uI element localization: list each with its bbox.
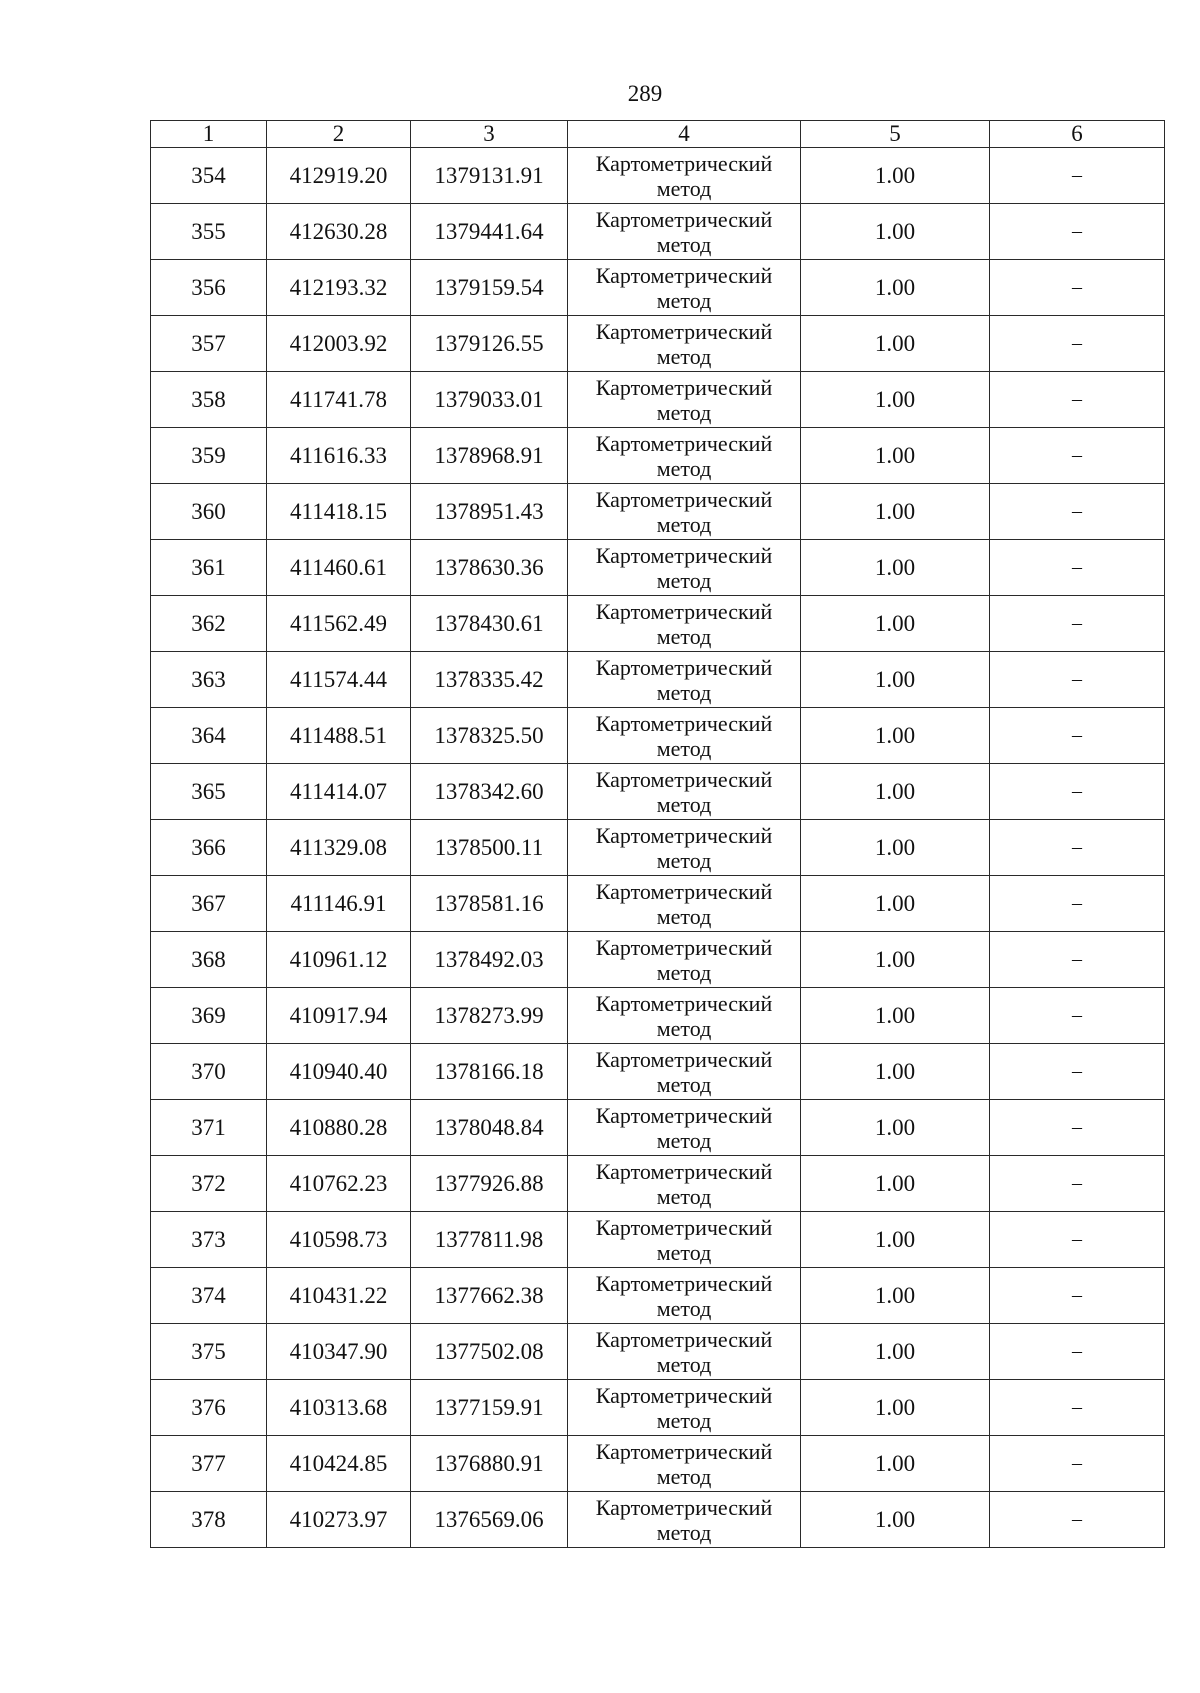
point-number-cell: 378 [151, 1492, 267, 1548]
point-number-cell: 361 [151, 540, 267, 596]
table-row [151, 540, 1165, 596]
method-cell: Картометрический метод [568, 1156, 801, 1212]
y-coordinate-cell: 1379441.64 [411, 204, 568, 260]
table-row [151, 708, 1165, 764]
y-coordinate-cell: 1378581.16 [411, 876, 568, 932]
point-number-cell: 359 [151, 428, 267, 484]
method-cell: Картометрический метод [568, 540, 801, 596]
method-cell: Картометрический метод [568, 484, 801, 540]
table-row [151, 1380, 1165, 1436]
x-coordinate-cell: 410347.90 [267, 1324, 411, 1380]
x-coordinate-cell: 411414.07 [267, 764, 411, 820]
accuracy-cell: 1.00 [801, 316, 990, 372]
point-number-cell: 371 [151, 1100, 267, 1156]
table-row [151, 1268, 1165, 1324]
column-header-5: 5 [801, 121, 990, 148]
table-row [151, 260, 1165, 316]
accuracy-cell: 1.00 [801, 1100, 990, 1156]
point-number-cell: 363 [151, 652, 267, 708]
table-row [151, 372, 1165, 428]
note-cell: – [990, 932, 1165, 988]
x-coordinate-cell: 410917.94 [267, 988, 411, 1044]
y-coordinate-cell: 1378968.91 [411, 428, 568, 484]
method-cell: Картометрический метод [568, 1100, 801, 1156]
accuracy-cell: 1.00 [801, 1324, 990, 1380]
point-number-cell: 357 [151, 316, 267, 372]
table-row [151, 988, 1165, 1044]
point-number-cell: 354 [151, 148, 267, 204]
table-row [151, 1324, 1165, 1380]
point-number-cell: 355 [151, 204, 267, 260]
method-cell: Картометрический метод [568, 1436, 801, 1492]
x-coordinate-cell: 410431.22 [267, 1268, 411, 1324]
method-cell: Картометрический метод [568, 1268, 801, 1324]
note-cell: – [990, 372, 1165, 428]
table-row [151, 148, 1165, 204]
note-cell: – [990, 148, 1165, 204]
method-cell: Картометрический метод [568, 1212, 801, 1268]
accuracy-cell: 1.00 [801, 1156, 990, 1212]
x-coordinate-cell: 411574.44 [267, 652, 411, 708]
x-coordinate-cell: 410961.12 [267, 932, 411, 988]
method-cell: Картометрический метод [568, 316, 801, 372]
table-row [151, 204, 1165, 260]
table-row [151, 1436, 1165, 1492]
point-number-cell: 377 [151, 1436, 267, 1492]
point-number-cell: 360 [151, 484, 267, 540]
point-number-cell: 373 [151, 1212, 267, 1268]
y-coordinate-cell: 1379033.01 [411, 372, 568, 428]
accuracy-cell: 1.00 [801, 876, 990, 932]
y-coordinate-cell: 1378492.03 [411, 932, 568, 988]
point-number-cell: 372 [151, 1156, 267, 1212]
x-coordinate-cell: 410880.28 [267, 1100, 411, 1156]
point-number-cell: 370 [151, 1044, 267, 1100]
x-coordinate-cell: 410762.23 [267, 1156, 411, 1212]
x-coordinate-cell: 411418.15 [267, 484, 411, 540]
x-coordinate-cell: 410313.68 [267, 1380, 411, 1436]
method-cell: Картометрический метод [568, 148, 801, 204]
method-cell: Картометрический метод [568, 708, 801, 764]
table-row [151, 652, 1165, 708]
note-cell: – [990, 204, 1165, 260]
method-cell: Картометрический метод [568, 372, 801, 428]
accuracy-cell: 1.00 [801, 1380, 990, 1436]
method-cell: Картометрический метод [568, 428, 801, 484]
y-coordinate-cell: 1378166.18 [411, 1044, 568, 1100]
accuracy-cell: 1.00 [801, 764, 990, 820]
accuracy-cell: 1.00 [801, 1268, 990, 1324]
table-row [151, 596, 1165, 652]
accuracy-cell: 1.00 [801, 820, 990, 876]
note-cell: – [990, 764, 1165, 820]
method-cell: Картометрический метод [568, 596, 801, 652]
y-coordinate-cell: 1378430.61 [411, 596, 568, 652]
point-number-cell: 367 [151, 876, 267, 932]
y-coordinate-cell: 1378273.99 [411, 988, 568, 1044]
method-cell: Картометрический метод [568, 764, 801, 820]
x-coordinate-cell: 410273.97 [267, 1492, 411, 1548]
point-number-cell: 365 [151, 764, 267, 820]
note-cell: – [990, 1100, 1165, 1156]
method-cell: Картометрический метод [568, 932, 801, 988]
point-number-cell: 368 [151, 932, 267, 988]
y-coordinate-cell: 1376880.91 [411, 1436, 568, 1492]
accuracy-cell: 1.00 [801, 484, 990, 540]
note-cell: – [990, 1268, 1165, 1324]
y-coordinate-cell: 1378630.36 [411, 540, 568, 596]
x-coordinate-cell: 411146.91 [267, 876, 411, 932]
table-row [151, 764, 1165, 820]
x-coordinate-cell: 410598.73 [267, 1212, 411, 1268]
table-row [151, 1044, 1165, 1100]
y-coordinate-cell: 1378325.50 [411, 708, 568, 764]
table-row [151, 820, 1165, 876]
table-row [151, 1100, 1165, 1156]
method-cell: Картометрический метод [568, 1492, 801, 1548]
method-cell: Картометрический метод [568, 820, 801, 876]
x-coordinate-cell: 411616.33 [267, 428, 411, 484]
note-cell: – [990, 428, 1165, 484]
table-header-row [151, 121, 1165, 148]
column-header-1: 1 [151, 121, 267, 148]
accuracy-cell: 1.00 [801, 652, 990, 708]
point-number-cell: 369 [151, 988, 267, 1044]
column-header-6: 6 [990, 121, 1165, 148]
accuracy-cell: 1.00 [801, 148, 990, 204]
accuracy-cell: 1.00 [801, 204, 990, 260]
method-cell: Картометрический метод [568, 1324, 801, 1380]
column-header-3: 3 [411, 121, 568, 148]
accuracy-cell: 1.00 [801, 1436, 990, 1492]
y-coordinate-cell: 1379131.91 [411, 148, 568, 204]
point-number-cell: 376 [151, 1380, 267, 1436]
point-number-cell: 356 [151, 260, 267, 316]
point-number-cell: 366 [151, 820, 267, 876]
accuracy-cell: 1.00 [801, 708, 990, 764]
x-coordinate-cell: 411488.51 [267, 708, 411, 764]
accuracy-cell: 1.00 [801, 596, 990, 652]
coordinates-table [150, 120, 1165, 1548]
note-cell: – [990, 708, 1165, 764]
point-number-cell: 375 [151, 1324, 267, 1380]
note-cell: – [990, 1156, 1165, 1212]
accuracy-cell: 1.00 [801, 932, 990, 988]
table-row [151, 316, 1165, 372]
y-coordinate-cell: 1378048.84 [411, 1100, 568, 1156]
accuracy-cell: 1.00 [801, 1212, 990, 1268]
table-row [151, 428, 1165, 484]
note-cell: – [990, 260, 1165, 316]
x-coordinate-cell: 411562.49 [267, 596, 411, 652]
page-number: 289 [627, 81, 663, 106]
y-coordinate-cell: 1377811.98 [411, 1212, 568, 1268]
x-coordinate-cell: 412630.28 [267, 204, 411, 260]
accuracy-cell: 1.00 [801, 260, 990, 316]
note-cell: – [990, 652, 1165, 708]
accuracy-cell: 1.00 [801, 1044, 990, 1100]
column-header-4: 4 [568, 121, 801, 148]
table-row [151, 1492, 1165, 1548]
note-cell: – [990, 1324, 1165, 1380]
note-cell: – [990, 1044, 1165, 1100]
table-body [151, 148, 1165, 1548]
note-cell: – [990, 540, 1165, 596]
table-row [151, 1212, 1165, 1268]
method-cell: Картометрический метод [568, 988, 801, 1044]
accuracy-cell: 1.00 [801, 372, 990, 428]
x-coordinate-cell: 412193.32 [267, 260, 411, 316]
y-coordinate-cell: 1378500.11 [411, 820, 568, 876]
note-cell: – [990, 484, 1165, 540]
method-cell: Картометрический метод [568, 260, 801, 316]
y-coordinate-cell: 1377926.88 [411, 1156, 568, 1212]
table-row [151, 484, 1165, 540]
note-cell: – [990, 316, 1165, 372]
note-cell: – [990, 988, 1165, 1044]
y-coordinate-cell: 1377159.91 [411, 1380, 568, 1436]
point-number-cell: 364 [151, 708, 267, 764]
x-coordinate-cell: 411329.08 [267, 820, 411, 876]
method-cell: Картометрический метод [568, 1380, 801, 1436]
y-coordinate-cell: 1376569.06 [411, 1492, 568, 1548]
method-cell: Картометрический метод [568, 652, 801, 708]
y-coordinate-cell: 1378342.60 [411, 764, 568, 820]
accuracy-cell: 1.00 [801, 988, 990, 1044]
accuracy-cell: 1.00 [801, 540, 990, 596]
method-cell: Картометрический метод [568, 204, 801, 260]
method-cell: Картометрический метод [568, 876, 801, 932]
note-cell: – [990, 1436, 1165, 1492]
note-cell: – [990, 1380, 1165, 1436]
table-row [151, 1156, 1165, 1212]
table-row [151, 876, 1165, 932]
y-coordinate-cell: 1378335.42 [411, 652, 568, 708]
x-coordinate-cell: 411741.78 [267, 372, 411, 428]
column-header-2: 2 [267, 121, 411, 148]
x-coordinate-cell: 412919.20 [267, 148, 411, 204]
note-cell: – [990, 876, 1165, 932]
x-coordinate-cell: 412003.92 [267, 316, 411, 372]
note-cell: – [990, 820, 1165, 876]
accuracy-cell: 1.00 [801, 428, 990, 484]
table-row [151, 932, 1165, 988]
x-coordinate-cell: 411460.61 [267, 540, 411, 596]
y-coordinate-cell: 1379126.55 [411, 316, 568, 372]
note-cell: – [990, 1212, 1165, 1268]
point-number-cell: 362 [151, 596, 267, 652]
accuracy-cell: 1.00 [801, 1492, 990, 1548]
y-coordinate-cell: 1378951.43 [411, 484, 568, 540]
y-coordinate-cell: 1379159.54 [411, 260, 568, 316]
method-cell: Картометрический метод [568, 1044, 801, 1100]
x-coordinate-cell: 410424.85 [267, 1436, 411, 1492]
y-coordinate-cell: 1377502.08 [411, 1324, 568, 1380]
x-coordinate-cell: 410940.40 [267, 1044, 411, 1100]
note-cell: – [990, 596, 1165, 652]
note-cell: – [990, 1492, 1165, 1548]
y-coordinate-cell: 1377662.38 [411, 1268, 568, 1324]
point-number-cell: 358 [151, 372, 267, 428]
point-number-cell: 374 [151, 1268, 267, 1324]
